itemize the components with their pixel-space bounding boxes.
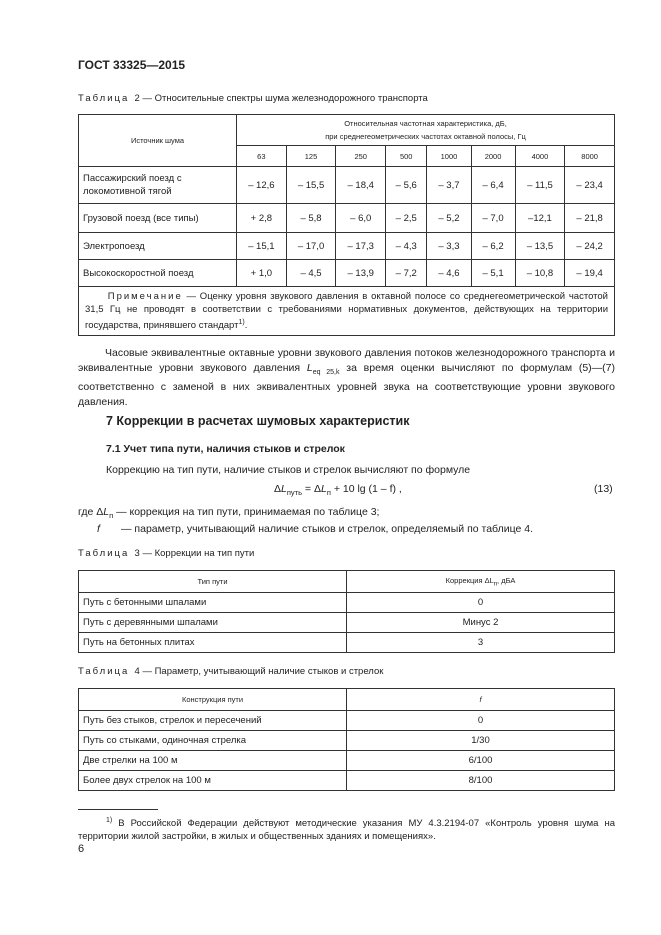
- value-cell: Минус 2: [347, 613, 615, 633]
- value-cell: – 6,4: [471, 167, 515, 204]
- formula-13: [274, 482, 402, 500]
- table4-col2-header: f: [347, 689, 615, 711]
- table-row: [79, 751, 615, 771]
- table3: [78, 570, 615, 653]
- value-cell: + 2,8: [237, 204, 287, 233]
- note-text: — Оценку уровня звукового давления в октавной полосе со среднегеометрической частотой 31,5 Гц не проводят в соответствии с требованиями нормативных документов, действующих на территории государства, принявшего стандарт: [85, 291, 608, 332]
- row-label: Пассажирский поезд с локомотивной тягой: [79, 167, 237, 204]
- value-cell: – 13,5: [515, 233, 565, 260]
- row-label: Путь с бетонными шпалами: [79, 593, 347, 613]
- where-prefix: где Δ: [78, 506, 104, 518]
- symbol-L: L: [306, 362, 313, 374]
- section-heading-7-1: 7.1 Учет типа пути, наличия стыков и стрелок: [106, 443, 345, 455]
- value-cell: 0: [347, 711, 615, 731]
- page-number: 6: [78, 843, 85, 855]
- value-cell: – 12,6: [237, 167, 287, 204]
- footnote: [78, 814, 615, 843]
- table3-col2-header: [347, 571, 615, 593]
- note-footnote-ref: 1): [238, 319, 245, 326]
- table-row: [79, 633, 615, 653]
- formula-sub-p: п: [326, 488, 331, 498]
- row-label: Грузовой поезд (все типы): [79, 204, 237, 233]
- value-cell: – 7,0: [471, 204, 515, 233]
- table-row: [79, 711, 615, 731]
- table4: [78, 688, 615, 791]
- where-f: f: [97, 523, 100, 535]
- table-row: [79, 593, 615, 613]
- row-label: Путь без стыков, стрелок и пересечений: [79, 711, 347, 731]
- value-cell: – 10,8: [515, 260, 565, 287]
- table-row: [79, 204, 615, 233]
- value-cell: – 5,8: [286, 204, 336, 233]
- formula-number: (13): [594, 483, 613, 495]
- table2-note: [79, 287, 615, 336]
- value-cell: – 4,3: [386, 233, 427, 260]
- where-sub: п: [109, 511, 114, 521]
- value-cell: – 7,2: [386, 260, 427, 287]
- value-cell: – 4,6: [427, 260, 471, 287]
- value-cell: – 6,0: [336, 204, 386, 233]
- section-heading-7: 7 Коррекции в расчетах шумовых характеристик: [106, 414, 410, 428]
- formula-eq: = Δ: [302, 483, 321, 495]
- where-f-desc: — параметр, учитывающий наличие стыков и стрелок, определяемый по таблице 4.: [121, 523, 533, 535]
- freq-cell: 125: [286, 146, 336, 167]
- note-end: .: [244, 320, 248, 332]
- value-cell: + 1,0: [237, 260, 287, 287]
- table2-group-header: [237, 115, 615, 146]
- table2-source-header: Источник шума: [79, 115, 237, 167]
- freq-cell: 63: [237, 146, 287, 167]
- table4-caption-prefix: Таблица: [78, 666, 130, 677]
- formula-L2: L: [321, 483, 327, 495]
- table3-col2-label: Коррекция ΔL: [445, 575, 494, 585]
- table3-col2-sub: п: [493, 581, 498, 588]
- table3-caption: [78, 548, 254, 559]
- value-cell: 3: [347, 633, 615, 653]
- table-row: [79, 167, 615, 204]
- table4-caption-text: 4 — Параметр, учитывающий наличие стыков и стрелок: [134, 666, 384, 677]
- symbol-subscript: eq 25,k: [312, 369, 340, 377]
- footnote-divider: [78, 809, 158, 810]
- table2-group-header-line2: при среднегеометрических частотах октавной полосы, Гц: [325, 132, 526, 141]
- row-label: Две стрелки на 100 м: [79, 751, 347, 771]
- value-cell: – 13,9: [336, 260, 386, 287]
- value-cell: –12,1: [515, 204, 565, 233]
- value-cell: – 21,8: [565, 204, 615, 233]
- freq-cell: 8000: [565, 146, 615, 167]
- value-cell: 0: [347, 593, 615, 613]
- table2-group-header-line1: Относительная частотная характеристика, дБ,: [344, 119, 507, 128]
- value-cell: 6/100: [347, 751, 615, 771]
- paragraph-correction: Коррекцию на тип пути, наличие стыков и стрелок вычисляют по формуле: [106, 464, 471, 476]
- row-label: Более двух стрелок на 100 м: [79, 771, 347, 791]
- value-cell: – 17,0: [286, 233, 336, 260]
- formula-delta: Δ: [274, 483, 282, 495]
- value-cell: 1/30: [347, 731, 615, 751]
- table2: [78, 114, 615, 336]
- value-cell: – 4,5: [286, 260, 336, 287]
- freq-cell: 1000: [427, 146, 471, 167]
- table4-col1-header: Конструкция пути: [79, 689, 347, 711]
- table-row: [79, 771, 615, 791]
- where-line-2: [97, 522, 100, 537]
- value-cell: – 11,5: [515, 167, 565, 204]
- where-desc: — коррекция на тип пути, принимаемая по таблице 3;: [113, 506, 380, 518]
- row-label: Электропоезд: [79, 233, 237, 260]
- footnote-text: В Российской Федерации действуют методические указания МУ 4.3.2194-07 «Контроль уровня шума на территории жилой застройки, в жилых и общественных зданиях и помещениях».: [78, 818, 615, 843]
- freq-cell: 2000: [471, 146, 515, 167]
- value-cell: – 6,2: [471, 233, 515, 260]
- value-cell: – 19,4: [565, 260, 615, 287]
- paragraph-octave-levels: [78, 346, 615, 410]
- table3-col2-unit: , дБА: [497, 575, 516, 585]
- value-cell: – 5,6: [386, 167, 427, 204]
- table-row: [79, 233, 615, 260]
- table-row: [79, 260, 615, 287]
- value-cell: – 5,1: [471, 260, 515, 287]
- where-line-1: [78, 505, 379, 523]
- row-label: Путь с деревянными шпалами: [79, 613, 347, 633]
- table4-caption: [78, 666, 383, 677]
- freq-cell: 500: [386, 146, 427, 167]
- value-cell: – 3,7: [427, 167, 471, 204]
- formula-L: L: [281, 483, 287, 495]
- table2-caption: [78, 93, 428, 104]
- value-cell: 8/100: [347, 771, 615, 791]
- value-cell: – 18,4: [336, 167, 386, 204]
- row-label: Путь на бетонных плитах: [79, 633, 347, 653]
- note-label: Примечание: [107, 291, 183, 302]
- footnote-mark: 1): [106, 817, 113, 824]
- table-row: [79, 731, 615, 751]
- value-cell: – 15,5: [286, 167, 336, 204]
- para1-after: за время оценки вычисляют по формулам (5)—(7) соответственно с заменой в них эквивалентных уровней звука на соответствующие уровни звукового давления.: [78, 362, 615, 409]
- table3-caption-prefix: Таблица: [78, 548, 130, 559]
- value-cell: – 3,3: [427, 233, 471, 260]
- para1-before: Часовые эквивалентные октавные уровни звукового давления потоков железнодорожного транспорта и эквивалентные уровни звукового давления: [78, 347, 615, 374]
- row-label: Высокоскоростной поезд: [79, 260, 237, 287]
- formula-rest: + 10 lg (1 – f) ,: [330, 483, 402, 495]
- value-cell: – 23,4: [565, 167, 615, 204]
- table3-caption-text: 3 — Коррекции на тип пути: [134, 548, 255, 559]
- table2-note-row: [79, 287, 615, 336]
- value-cell: – 24,2: [565, 233, 615, 260]
- row-label: Путь со стыками, одиночная стрелка: [79, 731, 347, 751]
- table-row: [79, 613, 615, 633]
- value-cell: – 17,3: [336, 233, 386, 260]
- value-cell: – 2,5: [386, 204, 427, 233]
- formula-sub-path: путь: [286, 488, 303, 498]
- freq-cell: 250: [336, 146, 386, 167]
- table3-col1-header: Тип пути: [79, 571, 347, 593]
- value-cell: – 5,2: [427, 204, 471, 233]
- value-cell: – 15,1: [237, 233, 287, 260]
- table2-caption-prefix: Таблица: [78, 93, 130, 104]
- freq-cell: 4000: [515, 146, 565, 167]
- document-header: ГОСТ 33325—2015: [78, 58, 186, 72]
- table2-caption-text: 2 — Относительные спектры шума железнодорожного транспорта: [134, 93, 428, 104]
- where-L: L: [103, 506, 110, 518]
